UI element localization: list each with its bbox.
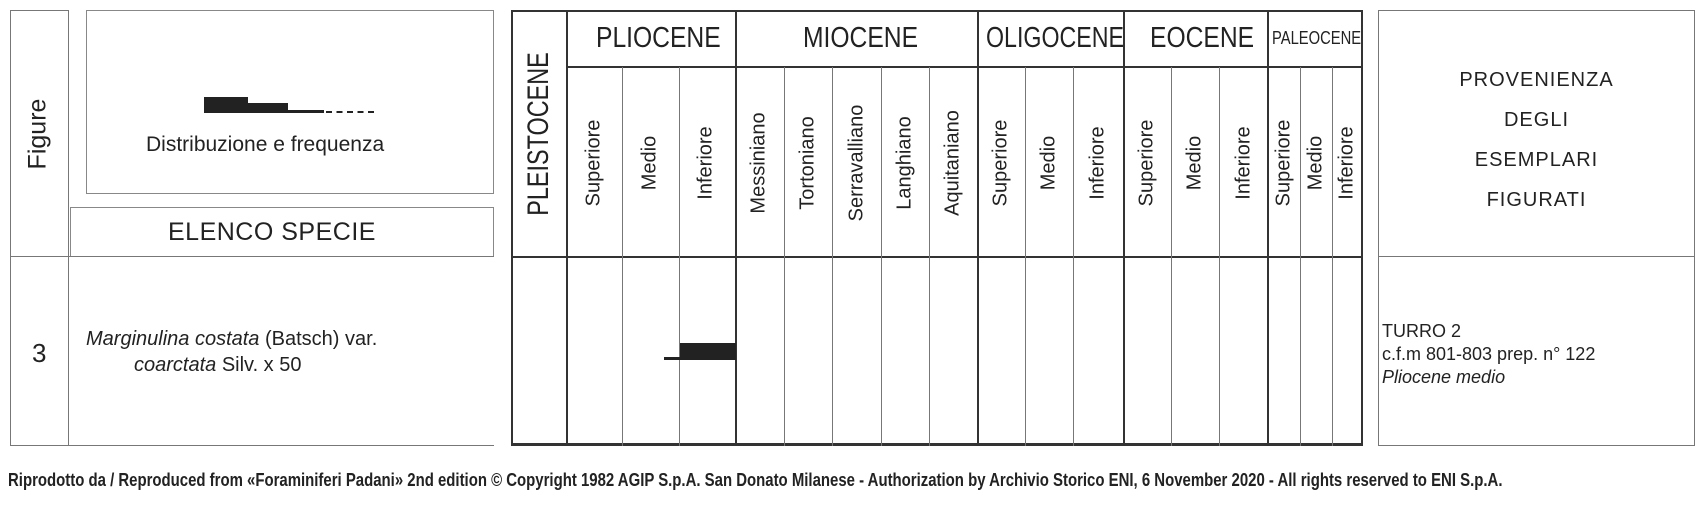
col-divider <box>1332 67 1333 446</box>
table-left-border <box>511 10 513 446</box>
table-top-border <box>511 10 1363 12</box>
sub-langhiano: Langhiano <box>893 116 916 210</box>
col-divider <box>679 67 680 446</box>
sub-aquitaniano: Aquitaniano <box>941 110 964 216</box>
figure-number: 3 <box>32 338 47 368</box>
epoch-paleocene: PALEOCENE <box>1272 28 1362 48</box>
provenance-header <box>1379 60 1694 220</box>
figure-column-label: Figure <box>23 98 52 170</box>
provenance-header-line: PROVENIENZA <box>1459 69 1614 91</box>
provenance-right-border <box>1694 10 1695 446</box>
table-header-bottom <box>511 256 1363 258</box>
col-divider <box>1219 67 1220 446</box>
provenance-age: Pliocene medio <box>1382 367 1506 387</box>
provenance-top-border <box>1378 10 1695 11</box>
pleistocene-label: PLEISTOCENE <box>522 52 555 216</box>
sub-pliocene-medio: Medio <box>638 135 661 191</box>
pleistocene-divider <box>566 10 568 446</box>
legend-bar-thin <box>288 110 324 113</box>
oligocene-eocene-divider <box>1123 10 1125 446</box>
col-divider <box>1171 67 1172 446</box>
col-divider <box>1025 67 1026 446</box>
legend-bar-medium <box>248 103 288 113</box>
sub-tortoniano: Tortoniano <box>796 116 819 210</box>
col-divider <box>1073 67 1074 446</box>
provenance-header-line: DEGLI <box>1503 109 1570 131</box>
provenance-sample: c.f.m 801-803 prep. n° 122 <box>1382 344 1596 364</box>
distribution-bar-thick <box>680 343 736 360</box>
sub-pliocene-inferiore: Inferiore <box>694 126 717 200</box>
miocene-oligocene-divider <box>977 10 979 446</box>
sub-messiniano: Messiniano <box>747 112 770 214</box>
col-divider <box>881 67 882 446</box>
sub-eocene-medio: Medio <box>1183 135 1206 191</box>
sub-paleocene-inferiore: Inferiore <box>1335 126 1358 200</box>
sub-paleocene-medio: Medio <box>1304 135 1327 191</box>
bottom-line-left <box>10 445 494 446</box>
species-name-line2: coarctata Silv. x 50 <box>134 354 302 376</box>
epoch-eocene: EOCENE <box>1150 22 1255 54</box>
legend-bar-dashed <box>326 111 374 113</box>
col-divider <box>929 67 930 446</box>
provenance-header-line: ESEMPLARI <box>1474 149 1599 171</box>
epoch-oligocene: OLIGOCENE <box>986 22 1124 54</box>
provenance-locality: TURRO 2 <box>1382 321 1462 341</box>
sub-oligocene-inferiore: Inferiore <box>1086 126 1109 200</box>
sub-eocene-superiore: Superiore <box>1135 119 1158 207</box>
legend-bar-thick <box>204 97 248 113</box>
sub-pliocene-superiore: Superiore <box>582 119 605 207</box>
table-right-border <box>1361 10 1363 446</box>
copyright-footer: Riprodotto da / Reproduced from «Foraminiferi Padani» 2nd edition © Copyright 1982 AGIP S.p.A. San Donato Milanese - Authorization by Archivio Storico ENI, 6 November 2020 - All rights reserved to ENI S.p.A. <box>8 470 1503 490</box>
sub-paleocene-superiore: Superiore <box>1272 119 1295 207</box>
pliocene-miocene-divider <box>735 10 737 446</box>
left-border <box>10 10 11 446</box>
top-border-figure <box>10 10 68 11</box>
col-divider <box>832 67 833 446</box>
epoch-pliocene: PLIOCENE <box>596 22 721 54</box>
sub-eocene-inferiore: Inferiore <box>1232 126 1255 200</box>
provenance-header-line: FIGURATI <box>1486 189 1587 211</box>
sub-oligocene-medio: Medio <box>1037 135 1060 191</box>
col-divider <box>1300 67 1301 446</box>
col-divider <box>784 67 785 446</box>
col-divider <box>622 67 623 446</box>
legend-caption: Distribuzione e frequenza <box>146 133 385 156</box>
figure-column-divider <box>68 10 69 446</box>
species-header: ELENCO SPECIE <box>168 218 376 246</box>
provenance-bottom-border <box>1378 445 1695 446</box>
legend-box <box>86 10 494 194</box>
header-bottom-line-left <box>10 256 494 257</box>
sub-oligocene-superiore: Superiore <box>989 119 1012 207</box>
epoch-header-divider <box>566 66 1363 68</box>
eocene-paleocene-divider <box>1267 10 1269 446</box>
provenance-entry <box>1382 320 1595 389</box>
provenance-header-bottom <box>1378 256 1695 257</box>
sub-serravalliano: Serravalliano <box>845 104 868 222</box>
epoch-miocene: MIOCENE <box>803 22 919 54</box>
table-bottom-border <box>511 443 1363 446</box>
species-name-line1: Marginulina costata (Batsch) var. <box>86 328 378 350</box>
